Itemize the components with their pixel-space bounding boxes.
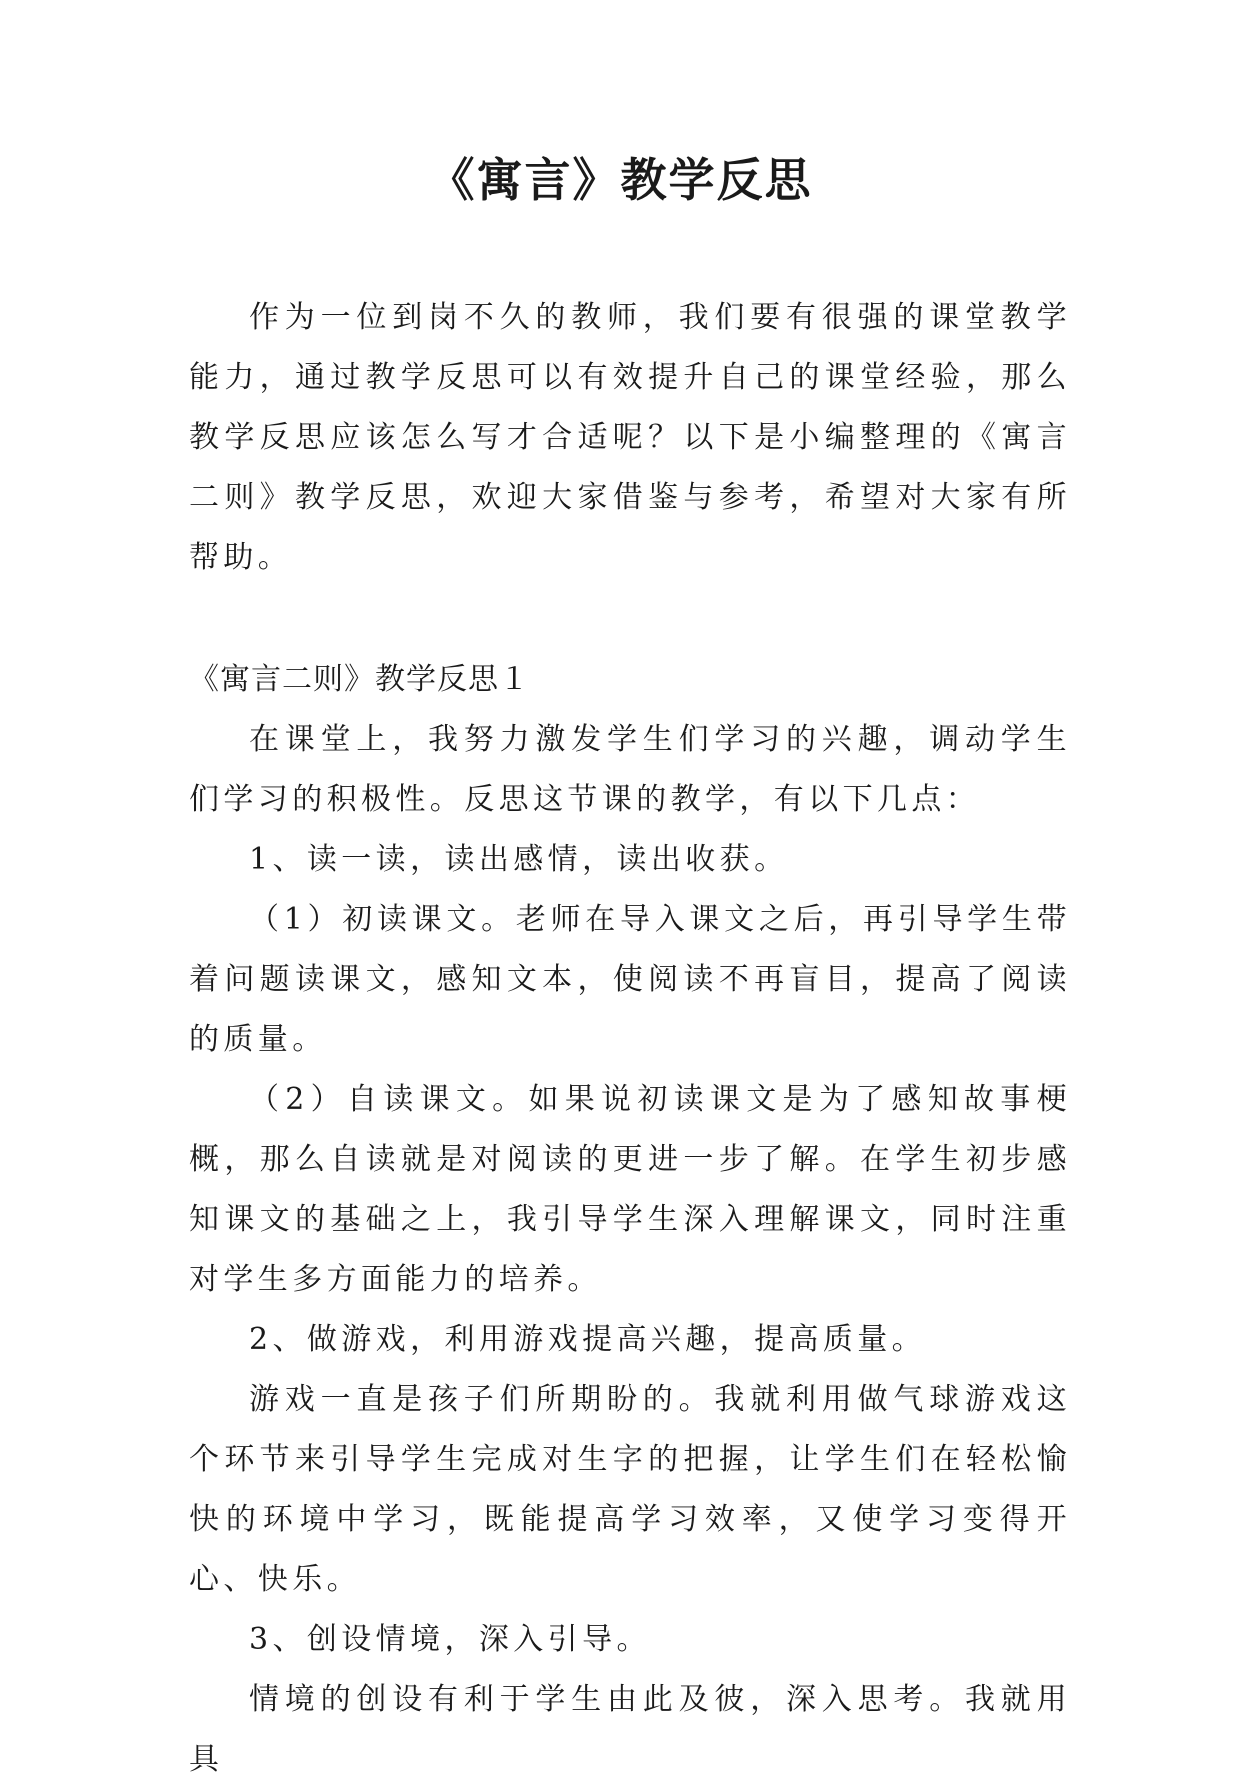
body-paragraph: （2）自读课文。如果说初读课文是为了感知故事梗概，那么自读就是对阅读的更进一步了解。在学生初步感知课文的基础之上，我引导学生深入理解课文，同时注重对学生多方面能力的培养。 <box>189 1082 1071 1297</box>
intro-paragraph: 作为一位到岗不久的教师，我们要有很强的课堂教学能力，通过教学反思可以有效提升自己的课堂经验，那么教学反思应该怎么写才合适呢？以下是小编整理的《寓言二则》教学反思，欢迎大家借鉴与参考，希望对大家有所帮助。 <box>189 300 1071 575</box>
section-heading: 《寓言二则》教学反思１ <box>189 662 530 697</box>
body-paragraph: 2、做游戏，利用游戏提高兴趣，提高质量。 <box>249 1322 927 1357</box>
document-title: 《寓言》教学反思 <box>428 153 813 207</box>
body-paragraph: 情境的创设有利于学生由此及彼，深入思考。我就用具 <box>189 1682 1071 1777</box>
document-body <box>189 288 1071 1790</box>
body-paragraph: 在课堂上，我努力激发学生们学习的兴趣，调动学生们学习的积极性。反思这节课的教学，有以下几点： <box>189 722 1071 817</box>
body-paragraph: 3、创设情境，深入引导。 <box>249 1622 651 1657</box>
body-paragraph: 游戏一直是孩子们所期盼的。我就利用做气球游戏这个环节来引导学生完成对生字的把握，让学生们在轻松愉快的环境中学习，既能提高学习效率，又使学习变得开心、快乐。 <box>189 1382 1071 1597</box>
body-paragraph: 1、读一读，读出感情，读出收获。 <box>249 842 789 877</box>
body-paragraph: （1）初读课文。老师在导入课文之后，再引导学生带着问题读课文，感知文本，使阅读不再盲目，提高了阅读的质量。 <box>189 902 1071 1057</box>
